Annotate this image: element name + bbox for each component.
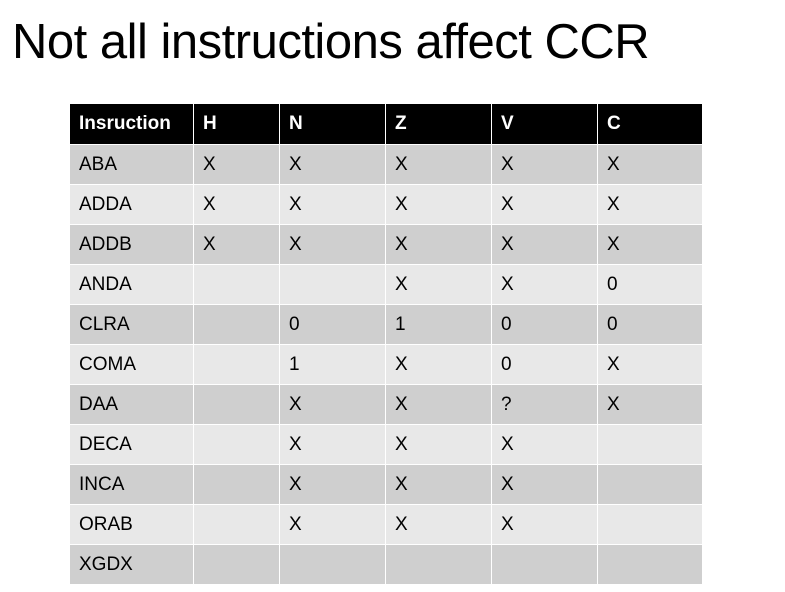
cell-c: X (598, 144, 702, 184)
cell-v: X (492, 424, 598, 464)
cell-z: X (386, 504, 492, 544)
table-row (70, 264, 702, 304)
cell-v: X (492, 464, 598, 504)
cell-z: X (386, 344, 492, 384)
cell-n: X (280, 144, 386, 184)
cell-c: X (598, 184, 702, 224)
cell-v: 0 (492, 344, 598, 384)
cell-instruction: DECA (70, 424, 194, 464)
cell-z: 1 (386, 304, 492, 344)
cell-v (492, 544, 598, 584)
table-row (70, 224, 702, 264)
table-row (70, 144, 702, 184)
cell-v: 0 (492, 304, 598, 344)
cell-c (598, 464, 702, 504)
cell-z: X (386, 184, 492, 224)
cell-instruction: DAA (70, 384, 194, 424)
header-z: Z (386, 104, 492, 144)
cell-v: X (492, 224, 598, 264)
cell-instruction: XGDX (70, 544, 194, 584)
cell-n: X (280, 464, 386, 504)
table-row (70, 344, 702, 384)
cell-n (280, 544, 386, 584)
cell-n (280, 264, 386, 304)
cell-h (194, 264, 280, 304)
cell-v: X (492, 504, 598, 544)
ccr-effects-table (70, 104, 702, 584)
cell-c: X (598, 384, 702, 424)
table-body (70, 144, 702, 584)
cell-n: X (280, 424, 386, 464)
cell-h: X (194, 144, 280, 184)
cell-h (194, 384, 280, 424)
cell-z: X (386, 264, 492, 304)
cell-instruction: ADDA (70, 184, 194, 224)
cell-instruction: ANDA (70, 264, 194, 304)
cell-instruction: ORAB (70, 504, 194, 544)
cell-v: X (492, 184, 598, 224)
cell-instruction: CLRA (70, 304, 194, 344)
cell-h: X (194, 184, 280, 224)
cell-z (386, 544, 492, 584)
cell-h: X (194, 224, 280, 264)
table-row (70, 424, 702, 464)
table-row (70, 184, 702, 224)
cell-instruction: ADDB (70, 224, 194, 264)
cell-c: X (598, 344, 702, 384)
table-row (70, 384, 702, 424)
slide-title: Not all instructions affect CCR (12, 15, 650, 69)
cell-z: X (386, 144, 492, 184)
cell-instruction: ABA (70, 144, 194, 184)
header-v: V (492, 104, 598, 144)
table-header-row (70, 104, 702, 144)
cell-instruction: COMA (70, 344, 194, 384)
cell-c (598, 544, 702, 584)
table-row (70, 544, 702, 584)
cell-v: X (492, 264, 598, 304)
cell-v: X (492, 144, 598, 184)
cell-h (194, 424, 280, 464)
cell-n: X (280, 184, 386, 224)
cell-z: X (386, 424, 492, 464)
table-row (70, 504, 702, 544)
cell-c (598, 424, 702, 464)
cell-n: X (280, 504, 386, 544)
cell-h (194, 504, 280, 544)
header-n: N (280, 104, 386, 144)
cell-n: X (280, 224, 386, 264)
cell-z: X (386, 384, 492, 424)
cell-h (194, 344, 280, 384)
cell-h (194, 544, 280, 584)
cell-instruction: INCA (70, 464, 194, 504)
cell-h (194, 464, 280, 504)
header-instruction: Insruction (70, 104, 194, 144)
cell-v: ? (492, 384, 598, 424)
cell-n: X (280, 384, 386, 424)
header-h: H (194, 104, 280, 144)
cell-z: X (386, 464, 492, 504)
cell-h (194, 304, 280, 344)
cell-z: X (386, 224, 492, 264)
cell-c: 0 (598, 304, 702, 344)
cell-n: 0 (280, 304, 386, 344)
header-c: C (598, 104, 702, 144)
table-row (70, 464, 702, 504)
table-row (70, 304, 702, 344)
cell-n: 1 (280, 344, 386, 384)
cell-c: X (598, 224, 702, 264)
cell-c (598, 504, 702, 544)
cell-c: 0 (598, 264, 702, 304)
